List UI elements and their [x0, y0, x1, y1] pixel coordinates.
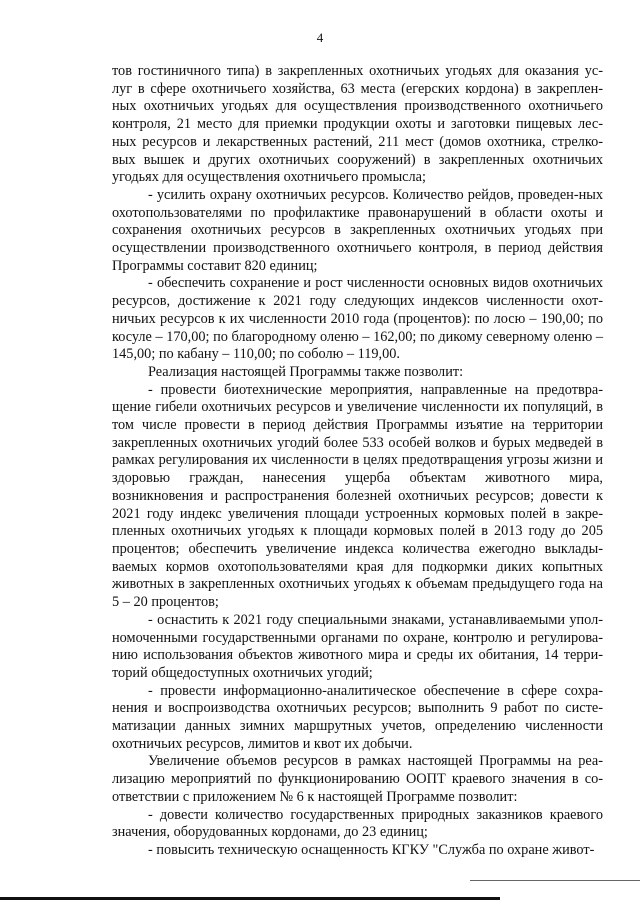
scan-artifact-dash	[470, 880, 640, 881]
document-body	[112, 63, 603, 860]
scan-artifact-line	[0, 897, 500, 900]
paragraph-information-support: - провести информационно-аналитическое обеспечение в сфере сохра-нения и воспроизводства охотничьих ресурсов; выполнить 9 работ по систе-матизации данных зимних маршрутных учетов, определению численности охотничьих ресурсов, лимитов и квот их добычи.	[112, 682, 603, 752]
paragraph-biotechnical-measures: - провести биотехнические мероприятия, направленные на предотвра-щение гибели охотничьих ресурсов и увеличение численности их популяций, в том числе провести в период действия Программы изъятие на территории закрепленных охотничьих угодий более 533 особей волков и бурых медведей в рамках регулирования их численности в целях предотвращения угрозы жизни и здоровью граждан, нанесения ущерба объектам животного мира, возникновения и распространения болезней охотничьих ресурсов; довести к 2021 году индекс увеличения площади устроенных кормовых полей в закре-пленных охотничьих угодьях к площади кормовых полей в 2013 году до 205 процентов; обеспечить увеличение индекса количества ежегодно выклады-ваемых кормов охотопользователями края для подкормки диких копытных животных в закрепленных охотничьих угодьях к объемам предыдущего года на 5 – 20 процентов;	[112, 381, 603, 611]
paragraph-oopt-funding: Увеличение объемов ресурсов в рамках настоящей Программы на реа-лизацию мероприятий по функционированию ООПТ краевого значения в со-ответствии с приложением № 6 к настоящей Программе позволит:	[112, 753, 603, 805]
paragraph-program-intro: Реализация настоящей Программы также позволит:	[148, 363, 464, 380]
paragraph-continued: тов гостиничного типа) в закрепленных охотничьих угодьях для оказания ус-луг в сфере охотничьего хозяйства, 63 места (егерских кордона) в закреплен-ных охотничьих угодьях для осуществления производственного охотничьего контроля, 21 место для приемки продукции охоты и заготовки пищевых лес-ных ресурсов и лекарственных растений, 211 мест (домов охотника, стрелко-вых вышек и других охотничьих сооружений) в закрепленных охотничьих угодьях для осуществления охотничьего промысла;	[112, 63, 603, 186]
paragraph-special-signs: - оснастить к 2021 году специальными знаками, устанавливаемыми упол-номоченными государственными органами по охране, контролю и регулирова-нию использования объектов животного мира и среды их обитания, 14 терри-торий общедоступных охотничьих угодий;	[112, 611, 603, 681]
paragraph-technical-equipment: - повысить техническую оснащенность КГКУ "Служба по охране живот-	[148, 841, 595, 858]
paragraph-hunting-protection: - усилить охрану охотничьих ресурсов. Количество рейдов, проведен-ных охотопользователями по профилактике правонарушений в области охоты и сохранения охотничьих ресурсов в закрепленных охотничьих угодьях при осуществлении производственного охотничьего контроля, в период действия Программы составит 820 единиц;	[112, 186, 603, 274]
paragraph-population-growth: - обеспечить сохранение и рост численности основных видов охотничьих ресурсов, достижение к 2021 году следующих индексов численности охот-ничьих ресурсов к их численности 2010 года (процентов): по лосю – 190,00; по косуле – 170,00; по благородному оленю – 162,00; по дикому северному оленю – 145,00; по кабану – 110,00; по соболю – 119,00.	[112, 275, 603, 363]
page-number: 4	[316, 30, 324, 45]
paragraph-reserves-cordons: - довести количество государственных природных заказников краевого значения, оборудованных кордонами, до 23 единиц;	[112, 806, 603, 841]
